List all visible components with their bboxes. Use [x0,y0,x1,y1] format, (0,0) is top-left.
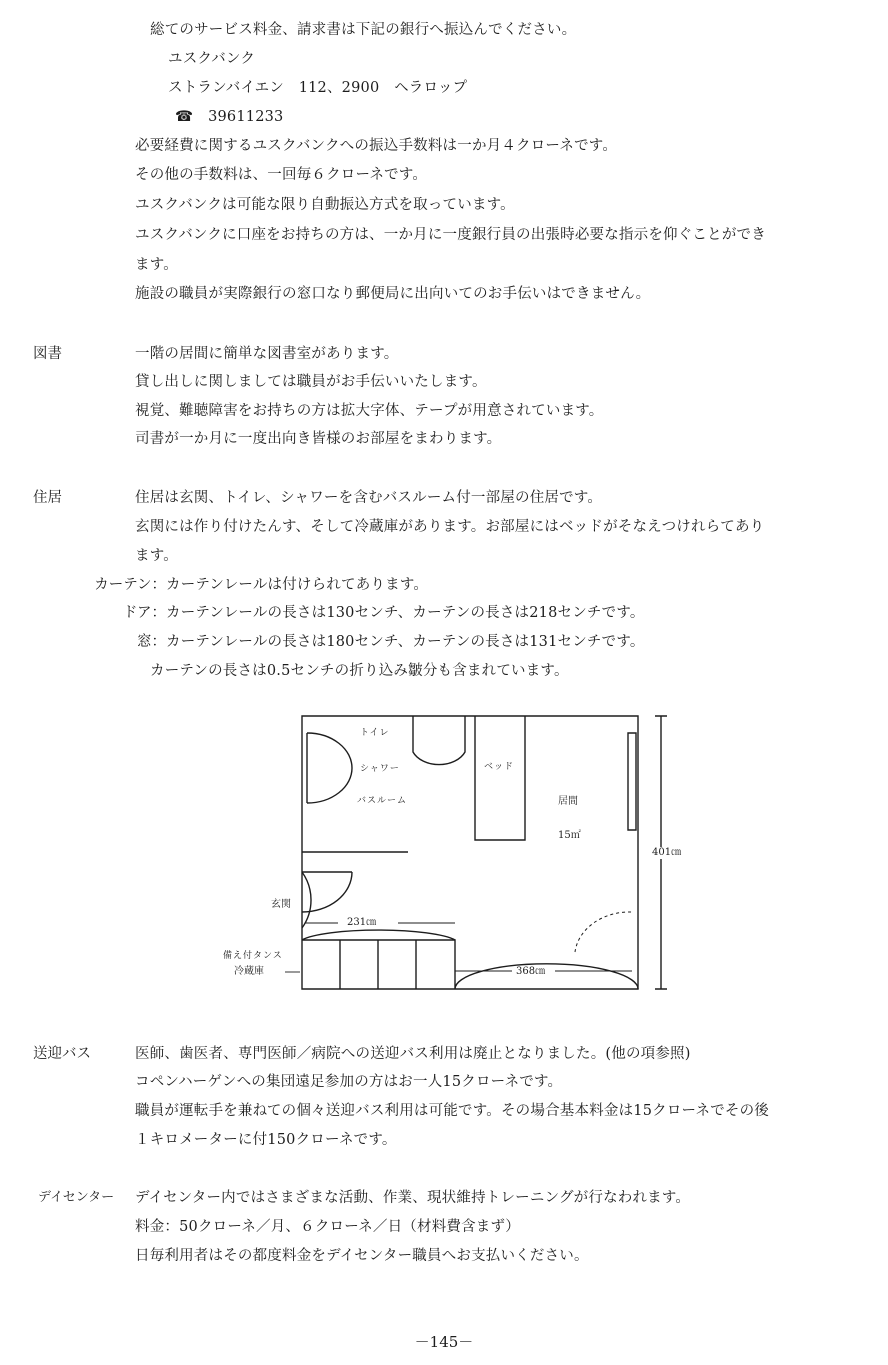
library-label: 図書 [33,346,62,362]
width2-label: 368㎝ [516,966,546,977]
bank-note: ユスクバンクに口座をお持ちの方は、一か月に一度銀行員の出張時必要な指示を仰ぐことができ [135,227,766,243]
entrance-door-arc [302,872,352,912]
wardrobe-dividers [340,940,416,989]
toilet-label: トイレ [360,728,390,738]
library-line: 貸し出しに関しましては職員がお手伝いいたします。 [135,374,487,390]
bottom-arc [455,964,638,989]
curtain-line: カーテンレールは付けられてあります。 [166,577,429,593]
fridge-label: 冷蔵庫 [234,966,264,977]
width1-label: 231㎝ [347,917,377,928]
curtain-label: カーテン： [94,577,166,593]
bed-label: ベッド [484,762,515,772]
bus-line: コペンハーゲンへの集団遠足参加の方はお一人15クローネです。 [135,1074,563,1090]
entrance-label: 玄関 [271,899,291,910]
bank-note: 施設の職員が実際銀行の窓口なり郵便局に出向いてのお手伝いはできません。 [135,286,651,302]
bank-note: ます。 [135,257,178,273]
bank-address: ストランバイエン 112、2900 ヘラロップ [168,80,468,96]
window-rail [628,733,636,830]
bank-intro: 総てのサービス料金、請求書は下記の銀行へ振込んでください。 [150,22,577,38]
library-line: 一階の居間に簡単な図書室があります。 [135,346,399,362]
dashed-door-arc [575,912,632,952]
shower-label: シャワー [360,764,400,774]
wardrobe-label: 備え付タンス [223,951,283,961]
door-curtain-line: カーテンレールの長さは130センチ、カーテンの長さは218センチです。 [166,605,645,621]
daycenter-line: 料金：50クローネ／月、６クローネ／日（材料費含まず） [135,1219,520,1235]
bus-line: 職員が運転手を兼ねての個々送迎バス利用は可能です。その場合基本料金は15クローネでその後 [135,1103,769,1119]
window-label: 窓： [137,634,166,650]
bed-outline [475,716,525,840]
door-label: ドア： [122,605,166,621]
library-line: 視覚、難聴障害をお持ちの方は拡大字体、テープが用意されています。 [135,403,604,419]
living-label: 居間 [558,796,578,807]
phone-number: 39611233 [208,109,284,125]
bank-name: ユスクバンク [168,51,256,67]
bank-note: その他の手数料は、一回毎６クローネです。 [135,167,428,183]
toilet-shape [413,716,465,765]
daycenter-line: 日毎利用者はその都度料金をデイセンター職員へお支払いください。 [135,1248,589,1264]
housing-label: 住居 [33,490,62,506]
daycenter-label: デイセンター [38,1190,115,1205]
bus-line: 医師、歯医者、専門医師／病院への送迎バス利用は廃止となりました。(他の項参照) [135,1046,691,1062]
daycenter-line: デイセンター内ではさまざまな活動、作業、現状維持トレーニングが行なわれます。 [135,1190,691,1206]
bus-label: 送迎バス [33,1046,91,1062]
bus-line: １キロメーターに付150クローネです。 [135,1132,397,1148]
area-label: 15㎡ [558,830,581,841]
housing-line: 住居は玄関、トイレ、シャワーを含むバスルーム付一部屋の住居です。 [135,490,603,506]
height-label: 401㎝ [652,847,682,858]
bank-note: ユスクバンクは可能な限り自動振込方式を取っています。 [135,197,515,213]
phone-icon: ☎ [175,109,194,125]
bathroom-door-arc [307,733,352,803]
window-curtain-line: カーテンレールの長さは180センチ、カーテンの長さは131センチです。 [166,634,645,650]
bank-note: 必要経費に関するユスクバンクへの振込手数料は一か月４クローネです。 [135,138,618,154]
curtain-note: カーテンの長さは0.5センチの折り込み皺分も含まれています。 [150,663,569,679]
wardrobe-top [302,930,455,940]
library-line: 司書が一か月に一度出向き皆様のお部屋をまわります。 [135,431,502,447]
bathroom-label: バスルーム [357,796,408,806]
housing-line: 玄関には作り付けたんす、そして冷蔵庫があります。お部屋にはベッドがそなえつけれらてあり [135,519,765,535]
housing-line: ます。 [135,548,178,564]
page-number: －145－ [414,1333,474,1351]
